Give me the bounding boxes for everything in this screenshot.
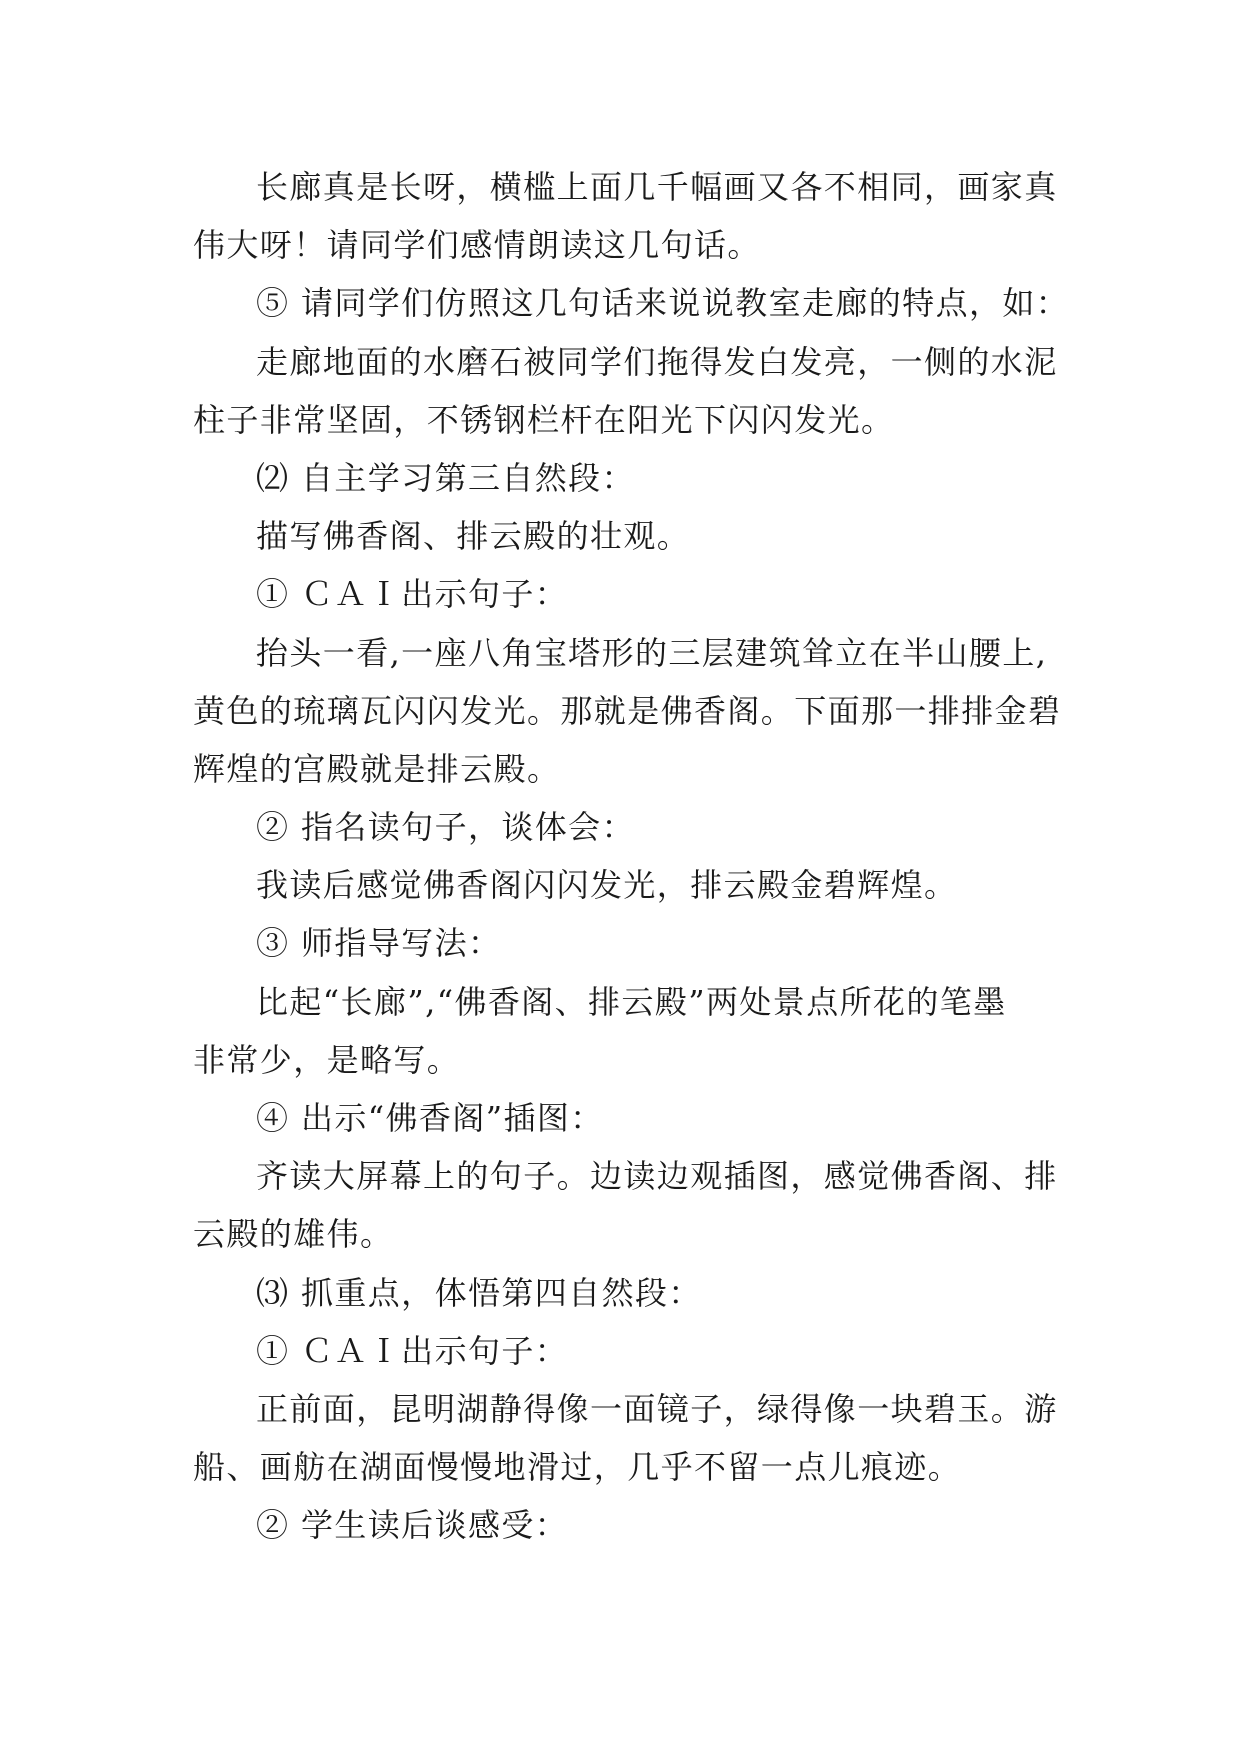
- text-line: 描写佛香阁、排云殿的壮观。: [256, 517, 691, 556]
- step-heading: ② 学生读后谈感受：: [256, 1506, 569, 1545]
- text-line: 齐读大屏幕上的句子。边读边观插图，感觉佛香阁、排: [256, 1157, 1058, 1196]
- text-line: 黄色的琉璃瓦闪闪发光。那就是佛香阁。下面那一排排金碧: [193, 691, 1062, 730]
- step-heading: ① ＣＡＩ出示句子：: [256, 1331, 569, 1370]
- section-heading: ⑵ 自主学习第三自然段：: [256, 458, 635, 497]
- text-line: 柱子非常坚固，不锈钢栏杆在阳光下闪闪发光。: [193, 400, 895, 439]
- step-heading: ② 指名读句子，谈体会：: [256, 808, 635, 847]
- text-line: 长廊真是长呀，横槛上面几千幅画又各不相同，画家真: [256, 168, 1058, 206]
- text-line: 我读后感觉佛香阁闪闪发光，排云殿金碧辉煌。: [256, 866, 958, 905]
- section-heading: ⑶ 抓重点，体悟第四自然段：: [256, 1273, 702, 1312]
- text-line: 伟大呀！请同学们感情朗读这几句话。: [193, 226, 761, 265]
- text-line: 非常少，是略写。: [193, 1040, 461, 1079]
- text-line: 走廊地面的水磨石被同学们拖得发白发亮，一侧的水泥: [256, 342, 1058, 381]
- text-line: 比起“长廊”,“佛香阁、排云殿”两处景点所花的笔墨: [256, 982, 1007, 1021]
- step-heading: ③ 师指导写法：: [256, 924, 502, 963]
- text-line: ⑤ 请同学们仿照这几句话来说说教室走廊的特点，如：: [256, 284, 1070, 323]
- text-line: 正前面，昆明湖静得像一面镜子，绿得像一块碧玉。游: [256, 1389, 1058, 1428]
- text-line: 船、画舫在湖面慢慢地滑过，几乎不留一点儿痕迹。: [193, 1448, 962, 1487]
- text-line: 云殿的雄伟。: [193, 1215, 394, 1254]
- step-heading: ④ 出示“佛香阁”插图：: [256, 1099, 604, 1137]
- step-heading: ① ＣＡＩ出示句子：: [256, 575, 569, 614]
- text-line: 抬头一看,一座八角宝塔形的三层建筑耸立在半山腰上,: [256, 633, 1048, 672]
- document-body: [193, 158, 1073, 1555]
- text-line: 辉煌的宫殿就是排云殿。: [193, 749, 561, 788]
